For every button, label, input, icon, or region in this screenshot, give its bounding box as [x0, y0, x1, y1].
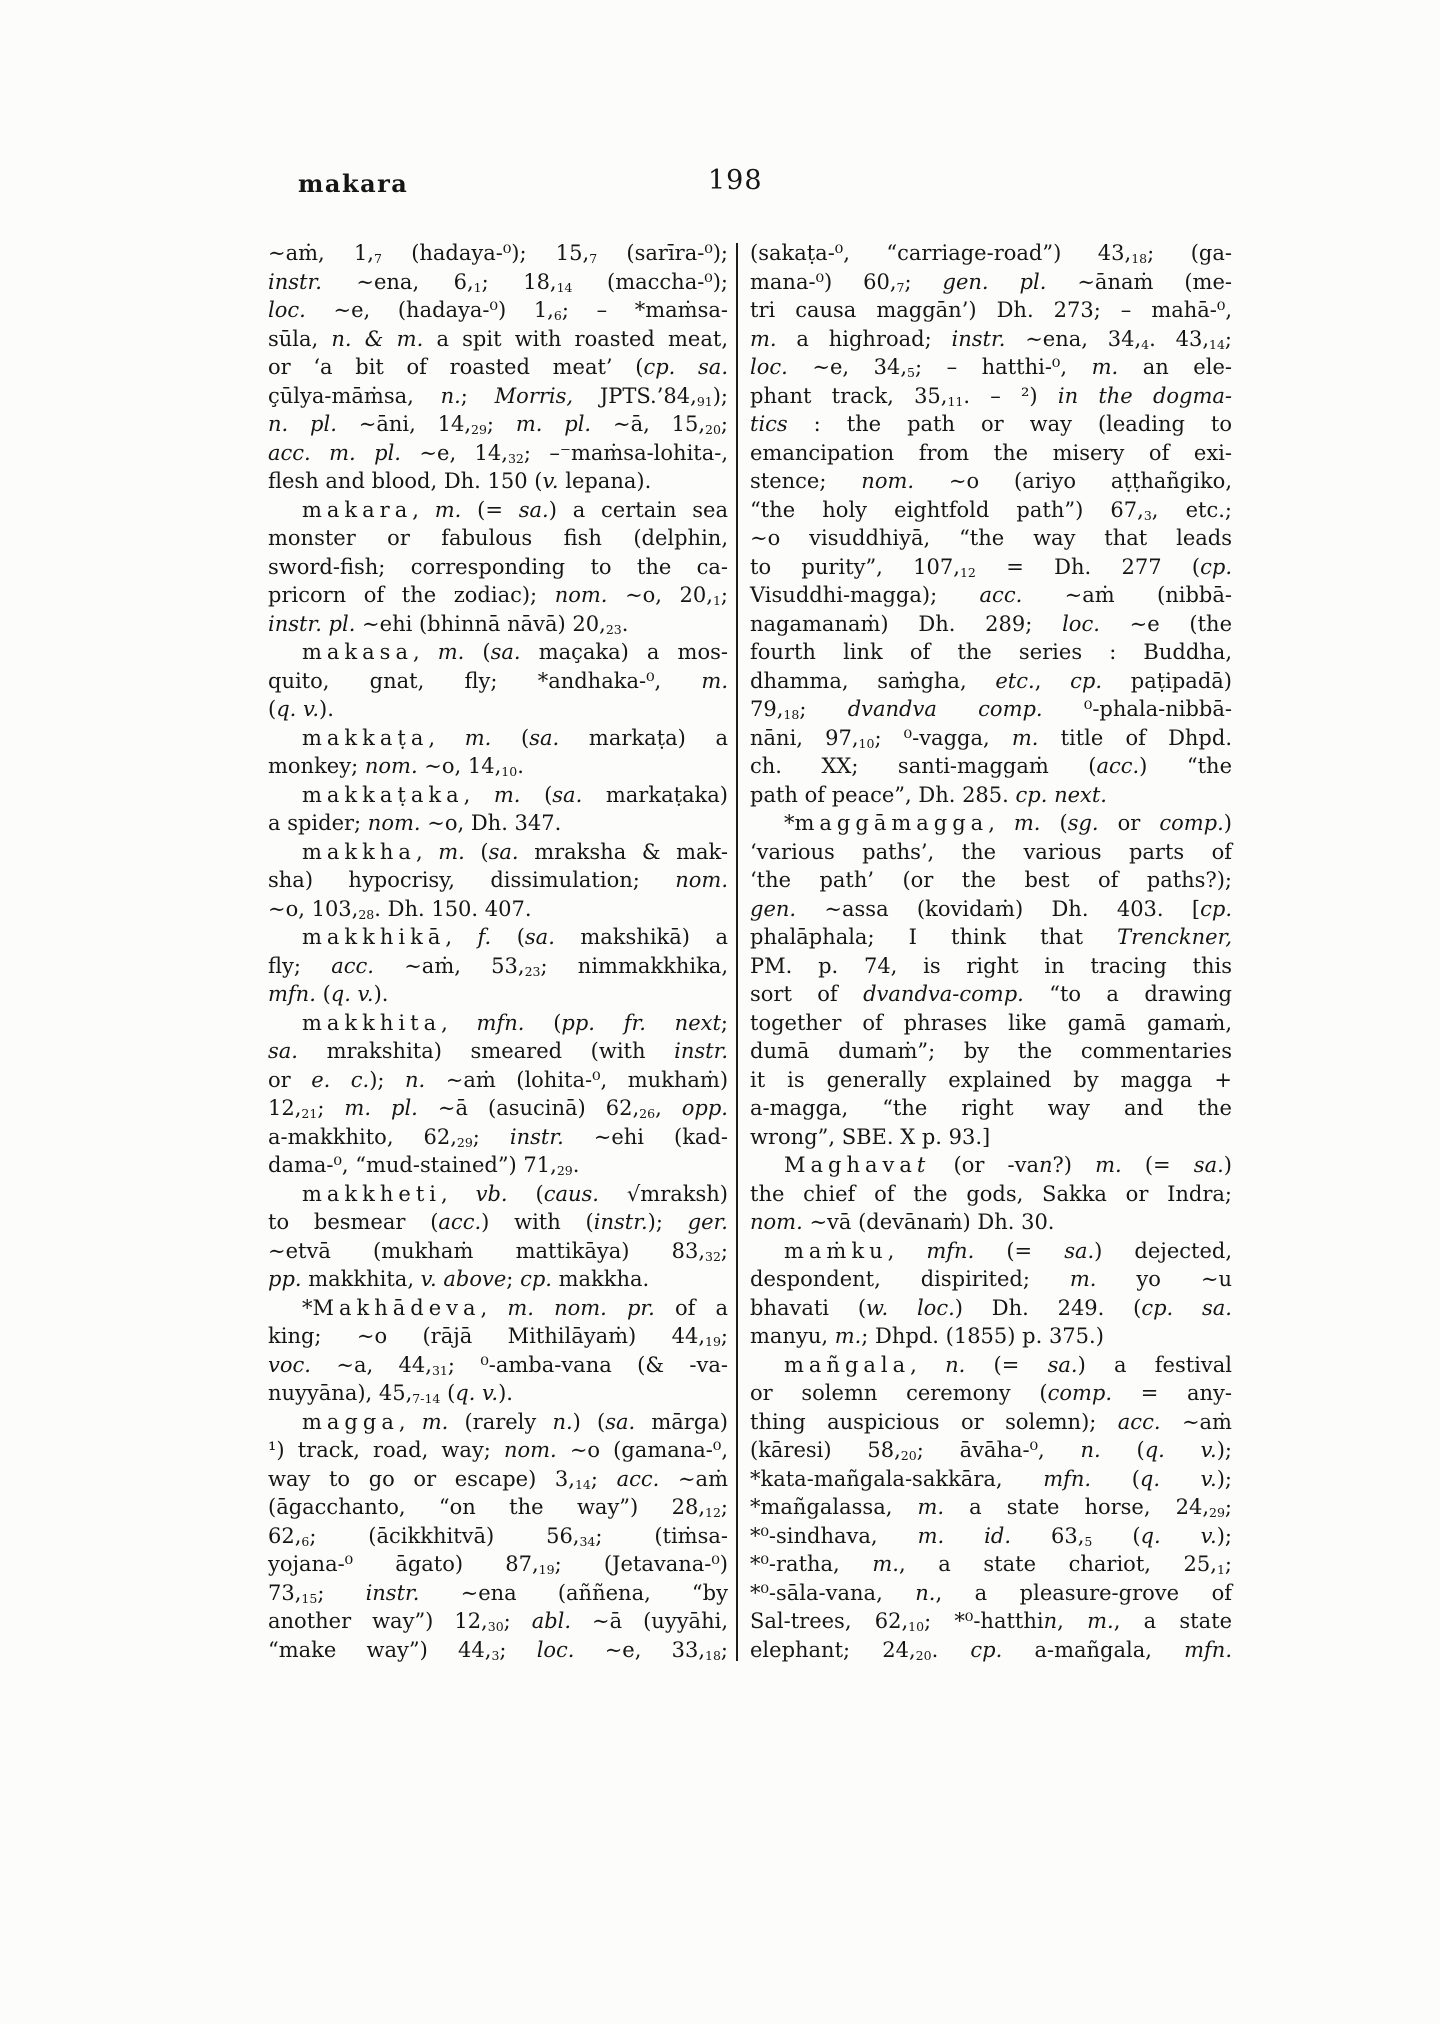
text-line: sūla, n. & m. a spit with roasted meat,: [268, 326, 728, 351]
text-line: another way”) $12,_{30}$; abl. ∼ā (uyyāhi,: [268, 1609, 728, 1634]
text-line: *⁰-sāla-vana, n., a pleasure-grove of: [750, 1580, 1232, 1605]
text-line: makkhita, mfn. (pp. fr. next;: [302, 1010, 728, 1035]
text-line: ∼etvā (mukhaṁ mattikāya) $83,_{32}$;: [268, 1238, 728, 1264]
text-line: nāni, $97,_{10}$; ⁰-vagga, m. title of Dhpd.: [750, 725, 1232, 751]
right-column: [750, 239, 1232, 1664]
text-line: Visuddhi-magga); acc. ∼aṁ (nibbā-: [750, 583, 1232, 607]
text-line: tics : the path or way (leading to: [750, 412, 1232, 436]
text-line: maṁku, mfn. (= sa.) dejected,: [784, 1238, 1232, 1263]
text-line: $12,_{21}$; m. pl. ∼ā (asucinā) $62,_{26}$, opp.: [268, 1096, 728, 1121]
guide-word: makara: [298, 169, 409, 198]
text-line: monster or fabulous fish (delphin,: [268, 526, 728, 550]
text-line: ‘various paths’, the various parts of: [750, 839, 1232, 864]
text-line: ‘the path’ (or the best of paths?);: [750, 868, 1232, 892]
text-line: pp. makkhita, v. above; cp. makkha.: [268, 1267, 650, 1291]
text-line: n. pl. ∼āni, $14,_{29}$; m. pl. ∼ā, $15,_{20}$;: [268, 412, 728, 437]
text-line: nagamanaṁ) Dh. 289; loc. ∼e (the: [750, 611, 1233, 636]
text-line: makkaṭaka, m. (sa. markaṭaka): [302, 782, 728, 807]
text-line: (āgacchanto, “on the way”) $28,_{12}$;: [268, 1495, 728, 1520]
text-line: path of peace”, Dh. 285. cp. next.: [750, 782, 1107, 807]
text-line: a-magga, “the right way and the: [750, 1096, 1232, 1120]
text-line: manyu, m.; Dhpd. (1855) p. 375.): [750, 1324, 1104, 1348]
text-line: sort of dvandva-comp. “to a drawing: [750, 982, 1232, 1006]
text-line: mana-⁰) $60,_7$; gen. pl. ∼ānaṁ (me-: [750, 269, 1232, 295]
text-line: PM. p. 74, is right in tracing this: [750, 953, 1232, 978]
text-line: phant track, $35,_{11}$. – ²) in the dogma-: [750, 383, 1233, 409]
text-line: $62,_6$; (ācikkhitvā) $56,_{34}$; (tiṁsa-: [268, 1523, 728, 1549]
text-line: (sakaṭa-⁰, “carriage-road”) $43,_{18}$; (ga-: [750, 241, 1232, 266]
text-line: Maghavat (or -van?) m. (= sa.): [784, 1153, 1232, 1177]
text-line: makasa, m. (sa. maçaka) a mos-: [302, 640, 728, 664]
text-line: mañgala, n. (= sa.) a festival: [784, 1352, 1232, 1377]
text-line: ch. XX; santi-maggaṁ (acc.) “the: [750, 754, 1232, 778]
text-line: or solemn ceremony (comp. = any-: [750, 1381, 1232, 1405]
text-line: king; ∼o (rājā Mithilāyaṁ) $44,_{19}$;: [268, 1324, 728, 1349]
text-line: ∼o visuddhiyā, “the way that leads: [750, 526, 1232, 550]
text-line: mfn. (q. v.).: [268, 982, 389, 1006]
text-line: ∼aṁ, $1,_7$ (hadaya-⁰); $15,_7$ (sarīra-⁰);: [268, 241, 729, 266]
text-line: instr. pl. ∼ehi (bhinnā nāvā) $20,_{23}$.: [268, 611, 629, 637]
text-line: together of phrases like gamā gamaṁ,: [750, 1010, 1232, 1035]
text-line: loc. ∼e, $34,_5$; – hatthi-⁰, m. an ele-: [750, 355, 1232, 380]
text-line: flesh and blood, Dh. 150 (v. lepana).: [268, 469, 652, 493]
text-line: bhavati (w. loc.) Dh. 249. (cp. sa.: [750, 1295, 1232, 1320]
text-line: makkhikā, f. (sa. makshikā) a: [302, 925, 728, 949]
text-line: (q. v.).: [268, 697, 334, 721]
text-line: despondent, dispirited; m. yo ∼u: [750, 1267, 1232, 1291]
text-line: tri causa maggān’) Dh. 273; – mahā-⁰,: [750, 298, 1232, 322]
text-line: “make way”) $44,_3$; loc. ∼e, $33,_{18}$;: [268, 1637, 728, 1663]
text-line: ¹) track, road, way; nom. ∼o (gamana-⁰,: [268, 1438, 728, 1462]
text-line: way to go or escape) $3,_{14}$; acc. ∼aṁ: [268, 1466, 728, 1492]
text-line: makkha, m. (sa. mraksha & mak-: [302, 839, 728, 864]
text-line: or ‘a bit of roasted meat’ (cp. sa.: [268, 355, 728, 379]
text-line: *maggāmagga, m. (sg. or comp.): [784, 811, 1232, 835]
text-line: dama-⁰, “mud-stained”) $71,_{29}$.: [268, 1153, 580, 1178]
text-line: sword-fish; corresponding to the ca-: [268, 554, 728, 579]
text-line: fly; acc. ∼aṁ, $53,_{23}$; nimmakkhika,: [268, 953, 729, 979]
text-line: nuyyāna), $45,_{7-14}$ (q. v.).: [268, 1381, 513, 1406]
text-line: to besmear (acc.) with (instr.); ger.: [268, 1210, 728, 1234]
text-line: elephant; $24,_{20}$. cp. a-mañgala, mfn.: [750, 1637, 1232, 1663]
text-line: *kata-mañgala-sakkāra, mfn. (q. v.);: [750, 1466, 1232, 1491]
text-line: çūlya-māṁsa, n.; Morris, $JPTS.’84,_{91}$);: [268, 383, 728, 409]
text-line: wrong”, SBE. X p. 93.]: [750, 1124, 991, 1149]
text-line: sha) hypocrisy, dissimulation; nom.: [268, 868, 728, 892]
text-line: a-makkhito, $62,_{29}$; instr. ∼ehi (kad-: [268, 1124, 728, 1150]
text-line: to purity”, $107,_{12} = Dh$. 277 (cp.: [750, 554, 1232, 580]
left-column: [268, 239, 728, 1664]
text-line: nom. ∼vā (devānaṁ) Dh. 30.: [750, 1210, 1055, 1234]
page-number: 198: [708, 165, 763, 196]
text-line: pricorn of the zodiac); nom. ∼o, $20,_1$;: [268, 583, 728, 608]
text-line: $79,_{18}$; dvandva comp. ⁰-phala-nibbā-: [750, 697, 1232, 722]
text-line: quito, gnat, fly; *andhaka-⁰, m.: [268, 668, 728, 693]
text-line: *⁰-ratha, m., a state chariot, $25,_1$;: [750, 1552, 1232, 1577]
text-line: (kāresi) $58,_{20}$; āvāha-⁰, n. (q. v.);: [750, 1438, 1232, 1463]
text-line: dhamma, saṁgha, etc., cp. paṭipadā): [750, 668, 1232, 693]
text-line: it is generally explained by magga +: [750, 1067, 1232, 1092]
text-line: instr. ∼ena, $6,_1$; $18,_{14}$ (maccha-⁰);: [268, 269, 728, 295]
text-line: makkaṭa, m. (sa. markaṭa) a: [302, 725, 728, 750]
text-line: ∼o, $103,_{28}$. Dh. 150. 407.: [268, 896, 532, 922]
text-line: voc. ∼a, $44,_{31}$; ⁰-amba-vana (& -va-: [268, 1352, 728, 1378]
text-line: or e. c.); n. ∼aṁ (lohita-⁰, mukhaṁ): [268, 1067, 729, 1092]
text-line: makkheti, vb. (caus. √mraksh): [302, 1181, 728, 1206]
text-line: Sal-trees, $62,_{10}$; *⁰-hatthin, m., a state: [750, 1609, 1233, 1634]
text-line: *Makhādeva, m. nom. pr. of a: [302, 1295, 728, 1320]
text-line: *⁰-sindhava, m. id. $63,_5$ (q. v.);: [750, 1523, 1232, 1549]
text-line: yojana-⁰ āgato) $87,_{19}$; (Jetavana-⁰): [268, 1552, 728, 1577]
text-line: gen. ∼assa (kovidaṁ) Dh. 403. [cp.: [750, 896, 1232, 921]
text-line: sa. mrakshita) smeared (with instr.: [268, 1039, 728, 1063]
text-line: the chief of the gods, Sakka or Indra;: [750, 1181, 1232, 1206]
text-line: $73,_{15}$; instr. ∼ena (aññena, “by: [268, 1580, 728, 1606]
text-line: emancipation from the misery of exi-: [750, 440, 1232, 465]
text-line: stence; nom. ∼o (ariyo aṭṭhañgiko,: [750, 469, 1232, 493]
text-line: “the holy eightfold path”) $67,_3$, etc.;: [750, 497, 1232, 523]
text-line: monkey; nom. ∼o, $14,_{10}$.: [268, 754, 524, 779]
text-line: fourth link of the series : Buddha,: [750, 640, 1232, 664]
text-line: acc. m. pl. ∼e, $14,_{32}$; –⁻maṁsa-lohita-,: [268, 440, 729, 466]
text-line: loc. ∼e, (hadaya-⁰) $1,_6$; – *maṁsa-: [268, 298, 728, 323]
text-line: magga, m. (rarely n.) (sa. mārga): [302, 1409, 729, 1434]
text-line: phalāphala; I think that Trenckner,: [750, 925, 1232, 949]
column-divider: [736, 243, 738, 1661]
text-line: thing auspicious or solemn); acc. ∼aṁ: [750, 1409, 1232, 1434]
text-line: dumā dumaṁ”; by the commentaries: [750, 1039, 1232, 1063]
text-line: m. a highroad; instr. ∼ena, $34,_4$. $43,_{14}$;: [750, 326, 1232, 352]
text-line: *mañgalassa, m. a state horse, $24,_{29}$;: [750, 1495, 1232, 1520]
text-line: makara, m. (= sa.) a certain sea: [302, 497, 728, 522]
text-line: a spider; nom. ∼o, Dh. 347.: [268, 811, 562, 835]
